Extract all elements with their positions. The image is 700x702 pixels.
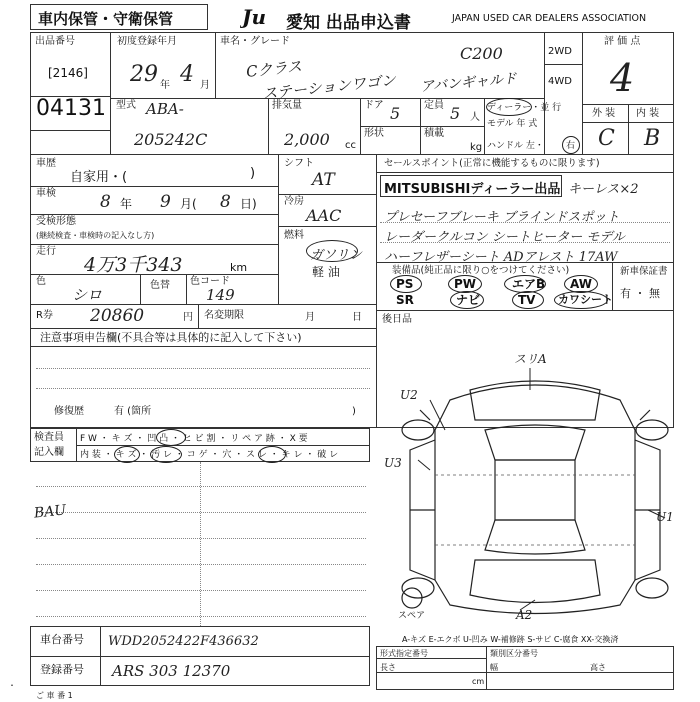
association-name: JAPAN USED CAR DEALERS ASSOCIATION [452, 13, 647, 24]
handle-label: ハンドル 左・ [487, 141, 544, 151]
displacement-label: 排気量 [272, 100, 302, 111]
recycle-label: R券 [36, 310, 53, 321]
height-label: 高さ [590, 663, 606, 672]
lot-number: 04131 [36, 96, 106, 121]
inspection-year-unit: 年 [120, 197, 133, 211]
type-chassis: 205242C [134, 130, 208, 149]
car-hood [470, 381, 600, 420]
interior-label: 内 装 [636, 108, 660, 119]
class-number-label: 類別区分番号 [490, 649, 538, 658]
receipt-note: (継続検査・車検時の記入なし方) [36, 231, 155, 240]
capacity-label: 定員 [424, 100, 444, 111]
displacement-value: 2,000 [284, 130, 330, 149]
color-code-label: 色コード [190, 276, 230, 287]
fuel-label: 燃料 [284, 230, 304, 241]
equip-ps-circle [390, 275, 422, 293]
recycle-unit: 円 [183, 312, 193, 323]
doors-value: 5 [390, 104, 401, 123]
footer-mark: ・ [8, 681, 16, 690]
sales-line4: ハーフレザーシート ADアレスト 17AW [384, 250, 618, 265]
remarks-label: 注意事項申告欄(不具合等は具体的に記入して下さい) [40, 331, 302, 344]
sales-line2: プレセーフブレーキ ブラインドスポット [384, 210, 620, 225]
shape-number-label: 形式指定番号 [380, 649, 428, 658]
inspection-day: 8 [220, 192, 231, 212]
car-windshield [485, 425, 585, 460]
equip-leather-circle [554, 291, 608, 309]
mark-left-upper: U2 [400, 388, 418, 402]
chassis-value: WDD2052422F436632 [108, 634, 259, 649]
model-name-line2: ステーションワゴン [261, 71, 397, 103]
registration-year: 29 [130, 62, 158, 87]
equip-leather-seat: カワシート [558, 293, 613, 306]
fuel-gasoline-circle [306, 240, 358, 262]
color-code: 149 [206, 286, 235, 304]
inspection-day-unit: 日) [240, 197, 257, 211]
inspector-dent-circle [156, 429, 186, 446]
car-trunk [470, 560, 600, 603]
interior-score: B [644, 126, 661, 151]
mileage-label: 走行 [36, 246, 56, 257]
model-grade: C200 [460, 44, 503, 63]
load-unit: kg [470, 142, 483, 153]
equip-navi-circle [450, 291, 484, 309]
recycle-value: 20860 [90, 306, 145, 326]
ju-logo [240, 6, 282, 28]
free-note: BAU [33, 502, 67, 522]
exterior-score: C [598, 126, 615, 151]
history-label: 車歴 [36, 158, 56, 169]
aircon-value: AAC [306, 206, 342, 225]
equip-pw: PW [454, 277, 477, 291]
equip-navi: ナビ [456, 293, 481, 307]
sales-line1: キーレス×2 [568, 182, 639, 197]
footer-label: ご 車 番 1 [36, 691, 73, 700]
chassis-label: 車台番号 [40, 633, 84, 646]
sales-points-label: セールスポイント(正常に機能するものに限ります) [384, 158, 600, 169]
wheel-front-left [402, 420, 434, 440]
model-label: 車名・グレード [220, 36, 290, 47]
equip-sr: SR [396, 293, 414, 307]
car-roof [495, 460, 575, 520]
equip-airbag: エアB [512, 277, 546, 291]
mark-right: U1 [656, 510, 674, 524]
capacity-value: 5 [450, 104, 461, 123]
car-rear-window [485, 520, 585, 554]
spare-label: スペア [398, 611, 426, 621]
repair-label: 修復歴 [54, 406, 84, 417]
handle-right-circle [562, 136, 580, 154]
registration-year-unit: 年 [160, 80, 170, 91]
mark-top: スリA [514, 352, 547, 366]
equipment-label: 装備品(純正品に限り○をつけてください) [392, 265, 570, 276]
load-label: 積載 [424, 128, 444, 139]
equip-tv: TV [518, 293, 536, 307]
score-label: 評 価 点 [604, 36, 641, 47]
inspection-month-unit: 月( [180, 197, 197, 211]
equip-tv-circle [512, 291, 544, 309]
storage-tag: 車内保管・守衛保管 [38, 10, 174, 28]
type-value: ABA- [146, 100, 184, 118]
name-change-label: 名変期限 [204, 310, 244, 321]
equip-aw: AW [570, 277, 592, 291]
mark-left-mid: U3 [384, 456, 402, 470]
history-close: ) [250, 166, 256, 181]
wd2-option: 2WD [548, 46, 572, 57]
wheel-rear-left [402, 578, 434, 598]
paint-change-label: 色替 [150, 280, 170, 291]
inspector-label1: 検査員 [34, 432, 64, 443]
warranty-label: 新車保証書 [620, 266, 668, 277]
reg-number-value: ARS 303 12370 [112, 662, 231, 680]
damage-legend: A-キズ E-エクボ U-凹み W-補修跡 S-サビ C-腐食 XX-交換済 [402, 635, 619, 644]
width-label: 幅 [490, 663, 498, 672]
inspector-label2: 記入欄 [34, 447, 64, 458]
registration-month: 4 [180, 62, 194, 87]
color-value: シロ [72, 286, 103, 304]
model-grade2: アバンギャルド [419, 70, 518, 96]
inspector-scratch-circle [114, 446, 140, 463]
bottom-label: 後日品 [382, 314, 412, 325]
model-year-label: モデル 年 式 [487, 119, 538, 129]
wheel-rear-right [636, 578, 668, 598]
capacity-unit: 人 [470, 112, 480, 123]
model-name-line1: Cクラス [245, 57, 303, 81]
inspector-row2: 内 装 ・ キ ズ ・ 汚 レ ・ コ ゲ ・ 穴 ・ ス レ ・ キ レ ・ 破 レ [80, 450, 339, 460]
inspector-row1: F W ・ キ ズ ・ 凹 凸 ・ ヒ ビ 割 ・ リ ペ ア 跡 ・ X 要 [80, 434, 308, 444]
inspection-label: 車検 [36, 188, 56, 199]
reg-number-label: 登録番号 [40, 663, 84, 676]
lot-label: 出品番号 [35, 36, 75, 47]
ju-logo-text: Ju [242, 6, 267, 28]
score-value: 4 [610, 56, 635, 100]
type-label: 型式 [116, 100, 136, 111]
wd4-option: 4WD [548, 76, 572, 87]
mileage-value: 4万3千343 [84, 254, 183, 276]
shape-label: 形状 [364, 128, 384, 139]
length-label: 長さ [380, 663, 396, 672]
dealer-badge: MITSUBISHIディーラー出品 [384, 182, 561, 197]
sales-line3: レーダークルコン シートヒーター モデル [384, 230, 625, 245]
name-change-month: 月 [305, 312, 315, 323]
name-change-day: 日 [352, 312, 362, 323]
fuel-diesel: 軽 油 [312, 265, 340, 279]
mileage-unit: km [230, 261, 248, 274]
shift-label: シフト [284, 158, 314, 169]
handle-value: 右 [566, 141, 576, 151]
lot-sub-number: [2146] [48, 66, 88, 80]
color-label: 色 [36, 276, 46, 287]
inspector-wear-circle [258, 446, 286, 463]
equip-ps: PS [396, 277, 414, 291]
registration-month-unit: 月 [200, 80, 210, 91]
mark-bottom: A2 [516, 608, 533, 622]
warranty-options: 有 ・ 無 [620, 287, 660, 300]
inspection-year: 8 [100, 192, 111, 212]
dealer-circle [486, 98, 532, 116]
form-title: 愛知 出品申込書 [286, 13, 411, 33]
receipt-label: 受検形態 [36, 216, 76, 227]
registration-label: 初度登録年月 [117, 36, 177, 47]
history-value: 自家用・( [70, 170, 128, 185]
doors-label: ドア [364, 100, 384, 111]
wheel-front-right [636, 420, 668, 440]
exterior-label: 外 装 [592, 108, 616, 119]
dealer-label: ディーラー・並 行 [487, 103, 562, 113]
inspection-month: 9 [160, 192, 171, 212]
repair-value: 有 (箇所 [114, 406, 152, 417]
displacement-unit: cc [345, 140, 356, 151]
shift-value: AT [312, 170, 335, 190]
repair-close: ) [352, 406, 356, 417]
inspector-stain-circle [150, 446, 182, 463]
fuel-gasoline: ガソリン [310, 248, 363, 263]
car-damage-diagram [390, 360, 680, 630]
aircon-label: 冷房 [284, 196, 304, 207]
car-body-outline [435, 385, 635, 614]
cm-label: cm [472, 677, 485, 686]
